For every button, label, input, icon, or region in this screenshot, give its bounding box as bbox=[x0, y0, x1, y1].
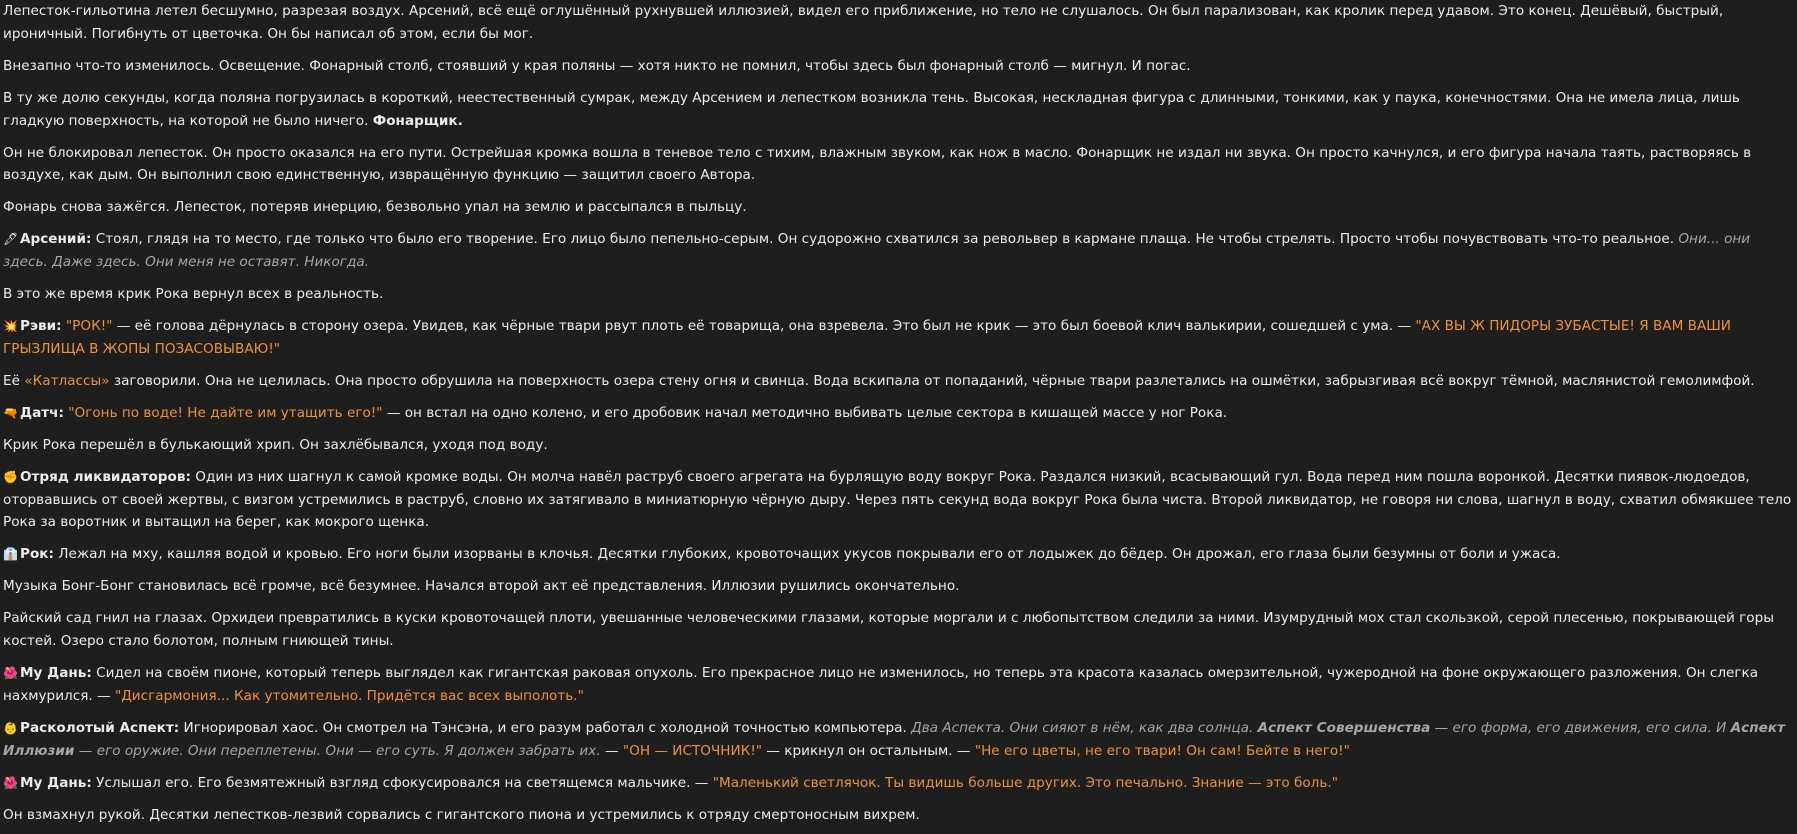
paragraph-light-change: Внезапно что-то изменилось. Освещение. Фонарный столб, стоявший у края поляны — хотя никто не помнил, чтобы здесь был фонарный столб — мигнул. И погас. bbox=[3, 57, 1191, 74]
baby-icon: 👶 bbox=[3, 720, 18, 735]
speaker-dutch: Датч: bbox=[20, 404, 64, 421]
speaker-liquidators: Отряд ликвидаторов: bbox=[20, 468, 191, 485]
aspect-perfection: Аспект Совершенства bbox=[1257, 719, 1431, 736]
speaker-mu-dan: Му Дань: bbox=[20, 774, 92, 791]
mu-dan-quote-disharmony: "Дисгармония... Как утомительно. Придётся вас всех выполоть." bbox=[114, 687, 584, 704]
paragraph-cutlasses: Её «Катлассы» заговорили. Она не целилась. Она просто обрушила на поверхность озера стену огня и свинца. Вода вскипала от попаданий, чёрные твари разлетались на ошмётки, забрызгивая всё вокруг тёмной, маслянистой гемолимфой. bbox=[3, 372, 1755, 389]
arseniy-thought: Они... они здесь. Даже здесь. Они меня не оставят. Никогда. bbox=[3, 231, 1751, 271]
flower-icon: 🌺 bbox=[3, 666, 18, 681]
paragraph-petal-storm: Он взмахнул рукой. Десятки лепестков-лезвий сорвались с гигантского пиона и устремились к отряду смертоносным вихрем. bbox=[3, 806, 920, 823]
speaker-mu-dan: Му Дань: bbox=[20, 665, 92, 682]
paragraph-revy: 💥 Рэви: "РОК!" — её голова дёрнулась в сторону озера. Увидев, как чёрные твари рвут плоть её товарища, она взревела. Это был не крик — это был боевой клич валькирии, сошедшей с ума. — "АХ ВЫ Ж ПИДОРЫ ЗУБАСТЫЕ! Я ВАМ ВАШИ ГРЫЗЛИЩА В ЖОПЫ ПОЗАСОВЫВАЮ!" bbox=[3, 315, 1794, 361]
paragraph-arseniy: 🖋 Арсений: Стоял, глядя на то место, где только что было его творение. Его лицо было пепельно-серым. Он судорожно схватился за револьвер в кармане плаща. Не чтобы стрелять. Просто чтобы почувствовать что-то реальное. Они... они здесь. Даже здесь. Они меня не оставят. Никогда. bbox=[3, 228, 1794, 274]
revy-battle-cry: "АХ ВЫ Ж ПИДОРЫ ЗУБАСТЫЕ! Я ВАМ ВАШИ ГРЫЗЛИЩА В ЖОПЫ ПОЗАСОВЫВАЮ!" bbox=[3, 318, 1731, 357]
paragraph-fractured-aspect: 👶 Расколотый Аспект: Игнорировал хаос. Он смотрел на Тэнсэна, и его разум работал с холодной точностью компьютера. Два Аспекта. Они сияют в нём, как два солнца. Аспект Совершенства — его форма, его движения, его сила. И Аспект Иллюзии — его оружие. Они переплетены. Они — его суть. Я должен забрать их. — "ОН — ИСТОЧНИК!" — крикнул он остальным. — "Не его цветы, не его твари! Он сам! Бейте в него!" bbox=[3, 717, 1794, 763]
suit-icon: 👔 bbox=[3, 547, 18, 562]
revy-quote-rok: "РОК!" bbox=[65, 318, 113, 335]
pen-icon: 🖋 bbox=[3, 232, 19, 247]
paragraph-dutch: 🔫 Датч: "Огонь по воде! Не дайте им утащить его!" — он встал на одно колено, и его дробовик начал методично выбивать целые сектора в кишащей массе у ног Рока. bbox=[3, 402, 1794, 425]
paragraph-liquidators: ✊ Отряд ликвидаторов: Один из них шагнул к самой кромке воды. Он молча навёл раструб своего агрегата на бурлящую воду вокруг Рока. Раздался низкий, всасывающий гул. Вода перед ним пошла воронкой. Десятки пиявок-людоедов, оторвавшись от своей жертвы, с визгом устремились в раструб, словно их затягивало в миниатюрную чёрную дыру. Через пять секунд вода вокруг Рока была чиста. Второй ликвидатор, не говоря ни слова, шагнул в воду, схватил обмякшее тело Рока за воротник и вытащил на берег, как мокрого щенка. bbox=[3, 466, 1794, 534]
paragraph-rok: 👔 Рок: Лежал на мху, кашляя водой и кровью. Его ноги были изорваны в клочья. Десятки глубоких, кровоточащих укусов покрывали его от лодыжек до бёдер. Он дрожал, его глаза были безумны от боли и ужаса. bbox=[3, 543, 1794, 566]
aspect-illusion: Аспект Иллюзии bbox=[3, 719, 1785, 759]
mu-dan-quote-firefly: "Маленький светлячок. Ты видишь больше других. Это печально. Знание — это боль." bbox=[712, 774, 1338, 791]
paragraph-lamplighter-sacrifice: Он не блокировал лепесток. Он просто оказался на его пути. Острейшая кромка вошла в теневое тело с тихим, влажным звуком, как нож в масло. Фонарщик не издал ни звука. Он просто качнулся, и его фигура начала таять, растворяясь в воздухе, как дым. Он выполнил свою единственную, извращённую функцию — защитил своего Автора. bbox=[3, 144, 1752, 184]
paragraph-rok-scream: В это же время крик Рока вернул всех в реальность. bbox=[3, 286, 384, 303]
speaker-fractured-aspect: Расколотый Аспект: bbox=[20, 719, 180, 736]
speaker-revy: Рэви: bbox=[20, 318, 62, 335]
paragraph-mu-dan-2: 🌺 Му Дань: Услышал его. Его безмятежный взгляд сфокусировался на светящемся мальчике. — "Маленький светлячок. Ты видишь больше других. Это печально. Знание — это боль." bbox=[3, 772, 1794, 795]
lamplighter-name: Фонарщик. bbox=[372, 112, 463, 129]
gun-icon: 🔫 bbox=[3, 405, 18, 420]
paragraph-bong-bong-music: Музыка Бонг-Бонг становилась всё громче, всё безумнее. Начался второй акт её представления. Иллюзии рушились окончательно. bbox=[3, 578, 960, 595]
flower-icon: 🌺 bbox=[3, 775, 18, 790]
paragraph-garden-rots: Райский сад гнил на глазах. Орхидеи превратились в куски кровоточащей плоти, увешанные человеческими глазами, которые моргали и с любопытством следили за ними. Изумрудный мох стал скользкой, серой плесенью, покрывающей горы костей. Озеро стало болотом, полным гниющей тины. bbox=[3, 610, 1774, 650]
aspect-quote-source: "ОН — ИСТОЧНИК!" bbox=[622, 742, 763, 759]
paragraph-mu-dan-1: 🌺 Му Дань: Сидел на своём пионе, который теперь выглядел как гигантская раковая опухоль. Его прекрасное лицо не изменилось, но теперь эта красота казалась омерзительной, чужеродной на фоне окружающего разложения. Он слегка нахмурился. — "Дисгармония... Как утомительно. Придётся вас всех выполоть." bbox=[3, 662, 1794, 708]
fist-icon: ✊ bbox=[3, 469, 18, 484]
cutlasses-name: «Катлассы» bbox=[24, 372, 110, 389]
paragraph-lamp-relit: Фонарь снова зажёгся. Лепесток, потеряв инерцию, безвольно упал на землю и рассыпался в пыльцу. bbox=[3, 199, 747, 216]
paragraph-petal-guillotine: Лепесток-гильотина летел бесшумно, разрезая воздух. Арсений, всё ещё оглушённый рухнувшей иллюзией, видел его приближение, но тело не слушалось. Он был парализован, как кролик перед удавом. Это конец. Дешёвый, быстрый, ироничный. Погибнуть от цветочка. Он бы написал об этом, если бы мог. bbox=[3, 3, 1724, 42]
paragraph-shadow-appears: В ту же долю секунды, когда поляна погрузилась в короткий, неестественный сумрак, между Арсением и лепестком возникла тень. Высокая, нескладная фигура с длинными, тонкими, как у паука, конечностями. Она не имела лица, лишь гладкую поверхность, на которой не было ничего. Фонарщик. bbox=[3, 89, 1740, 129]
dutch-quote: "Огонь по воде! Не дайте им утащить его!" bbox=[68, 404, 383, 421]
aspect-quote-strike: "Не его цветы, не его твари! Он сам! Бейте в него!" bbox=[974, 742, 1350, 759]
speaker-arseniy: Арсений: bbox=[20, 231, 92, 248]
speaker-rok: Рок: bbox=[20, 546, 54, 563]
paragraph-rok-drowning: Крик Рока перешёл в булькающий хрип. Он захлёбывался, уходя под воду. bbox=[3, 436, 548, 453]
explosion-icon: 💥 bbox=[3, 319, 18, 334]
